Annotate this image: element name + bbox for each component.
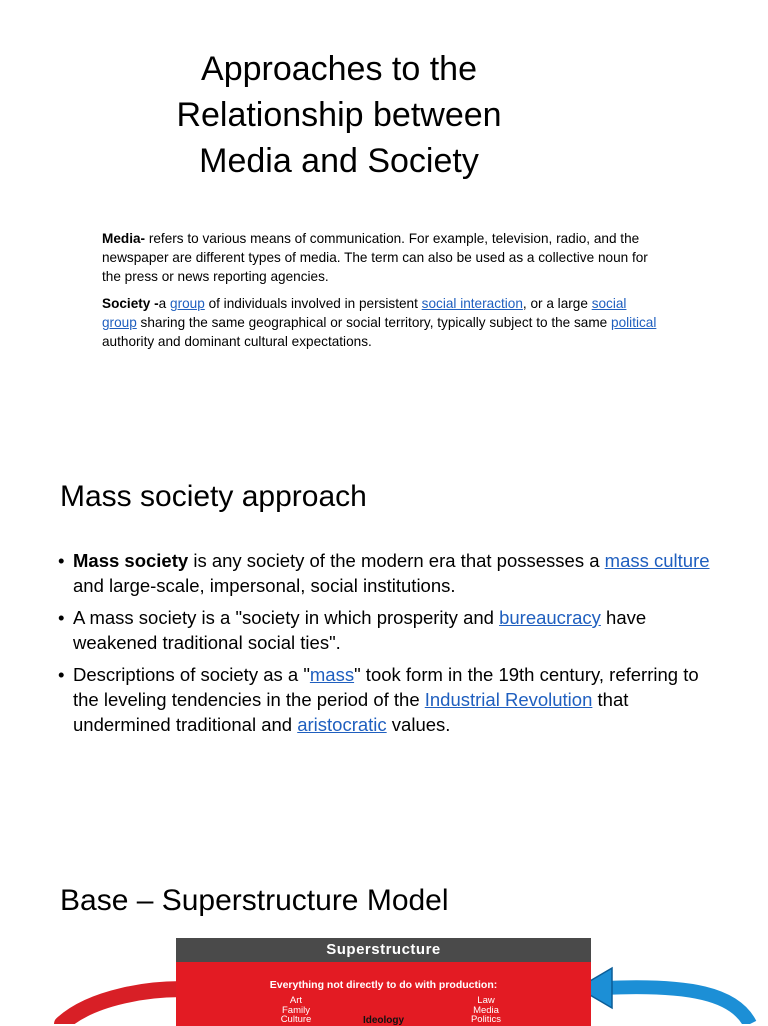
definitions-block (102, 229, 662, 359)
list-item: Media (473, 1004, 499, 1016)
right-arrow-icon (604, 987, 750, 1024)
society-text-b: of individuals involved in persistent (204, 296, 422, 311)
mass-link[interactable]: mass (309, 664, 355, 685)
bullet2-text-b: have weakened traditional social ties". (73, 607, 647, 653)
list-item: Art (289, 995, 303, 1006)
bullet3-text-c: that undermined traditional and (73, 689, 629, 735)
group-link[interactable]: group (170, 296, 205, 311)
bullet3-text-a: Descriptions of society as a " (73, 664, 310, 685)
society-text-c: , or a large (522, 296, 592, 311)
bullet2-text-a: A mass society is a "society in which prosperity and (73, 607, 500, 628)
bullet1-text-b: and large-scale, impersonal, social institutions. (73, 575, 456, 596)
title-line-1: Approaches to the (201, 50, 477, 88)
mass-society-term: Mass society (73, 550, 189, 571)
list-item: Law (477, 995, 495, 1006)
bullet-item (58, 662, 718, 737)
superstructure-subtitle: Everything not directly to do with production: (269, 979, 498, 991)
political-link[interactable]: political (611, 315, 657, 330)
slide-base-superstructure (0, 870, 768, 1024)
bullet3-text-b: " took form in the 19th century, referring to the leveling tendencies in the period of the (73, 664, 699, 710)
media-definition (102, 229, 662, 286)
bullet-item (58, 548, 718, 598)
society-definition (102, 294, 662, 351)
list-item: Politics (470, 1014, 502, 1025)
superstructure-box (176, 938, 591, 1026)
bullet-item (58, 605, 718, 655)
industrial-revolution-link[interactable]: Industrial Revolution (424, 689, 593, 710)
society-text-e: authority and dominant cultural expectations. (102, 334, 372, 349)
aristocratic-link[interactable]: aristocratic (297, 714, 387, 735)
mass-culture-link[interactable]: mass culture (604, 550, 710, 571)
bullet3-text-d: values. (386, 714, 451, 735)
superstructure-title: Superstructure (176, 938, 591, 962)
social-group-link[interactable]: social group (102, 296, 627, 330)
bureaucracy-link[interactable]: bureaucracy (499, 607, 601, 628)
bullet1-text-a: is any society of the modern era that possesses a (188, 550, 605, 571)
society-term: Society - (102, 296, 159, 311)
media-definition-text: refers to various means of communication. For example, television, radio, and the newspaper are different types of media. The term can also be used as a collective noun for the press or news reporting agencies. (102, 231, 648, 284)
society-text-a: a (158, 296, 171, 311)
list-item: Culture (280, 1014, 312, 1025)
list-item: Family (282, 1004, 310, 1016)
base-superstructure-diagram (0, 938, 768, 1024)
title-line-2: Relationship between (176, 96, 502, 134)
slide-mass-society (0, 470, 768, 770)
slide-definitions (0, 0, 768, 400)
page-title (0, 46, 678, 184)
mass-society-bullets (58, 548, 718, 744)
ideology-label: Ideology (362, 1015, 405, 1026)
social-interaction-link[interactable]: social interaction (421, 296, 523, 311)
society-text-d: sharing the same geographical or social territory, typically subject to the same (136, 315, 612, 330)
base-superstructure-heading: Base – Superstructure Model (60, 884, 449, 917)
superstructure-right-list (446, 996, 526, 1025)
media-term: Media- (102, 231, 146, 246)
title-line-3: Media and Society (199, 142, 479, 180)
mass-society-heading: Mass society approach (60, 480, 367, 513)
